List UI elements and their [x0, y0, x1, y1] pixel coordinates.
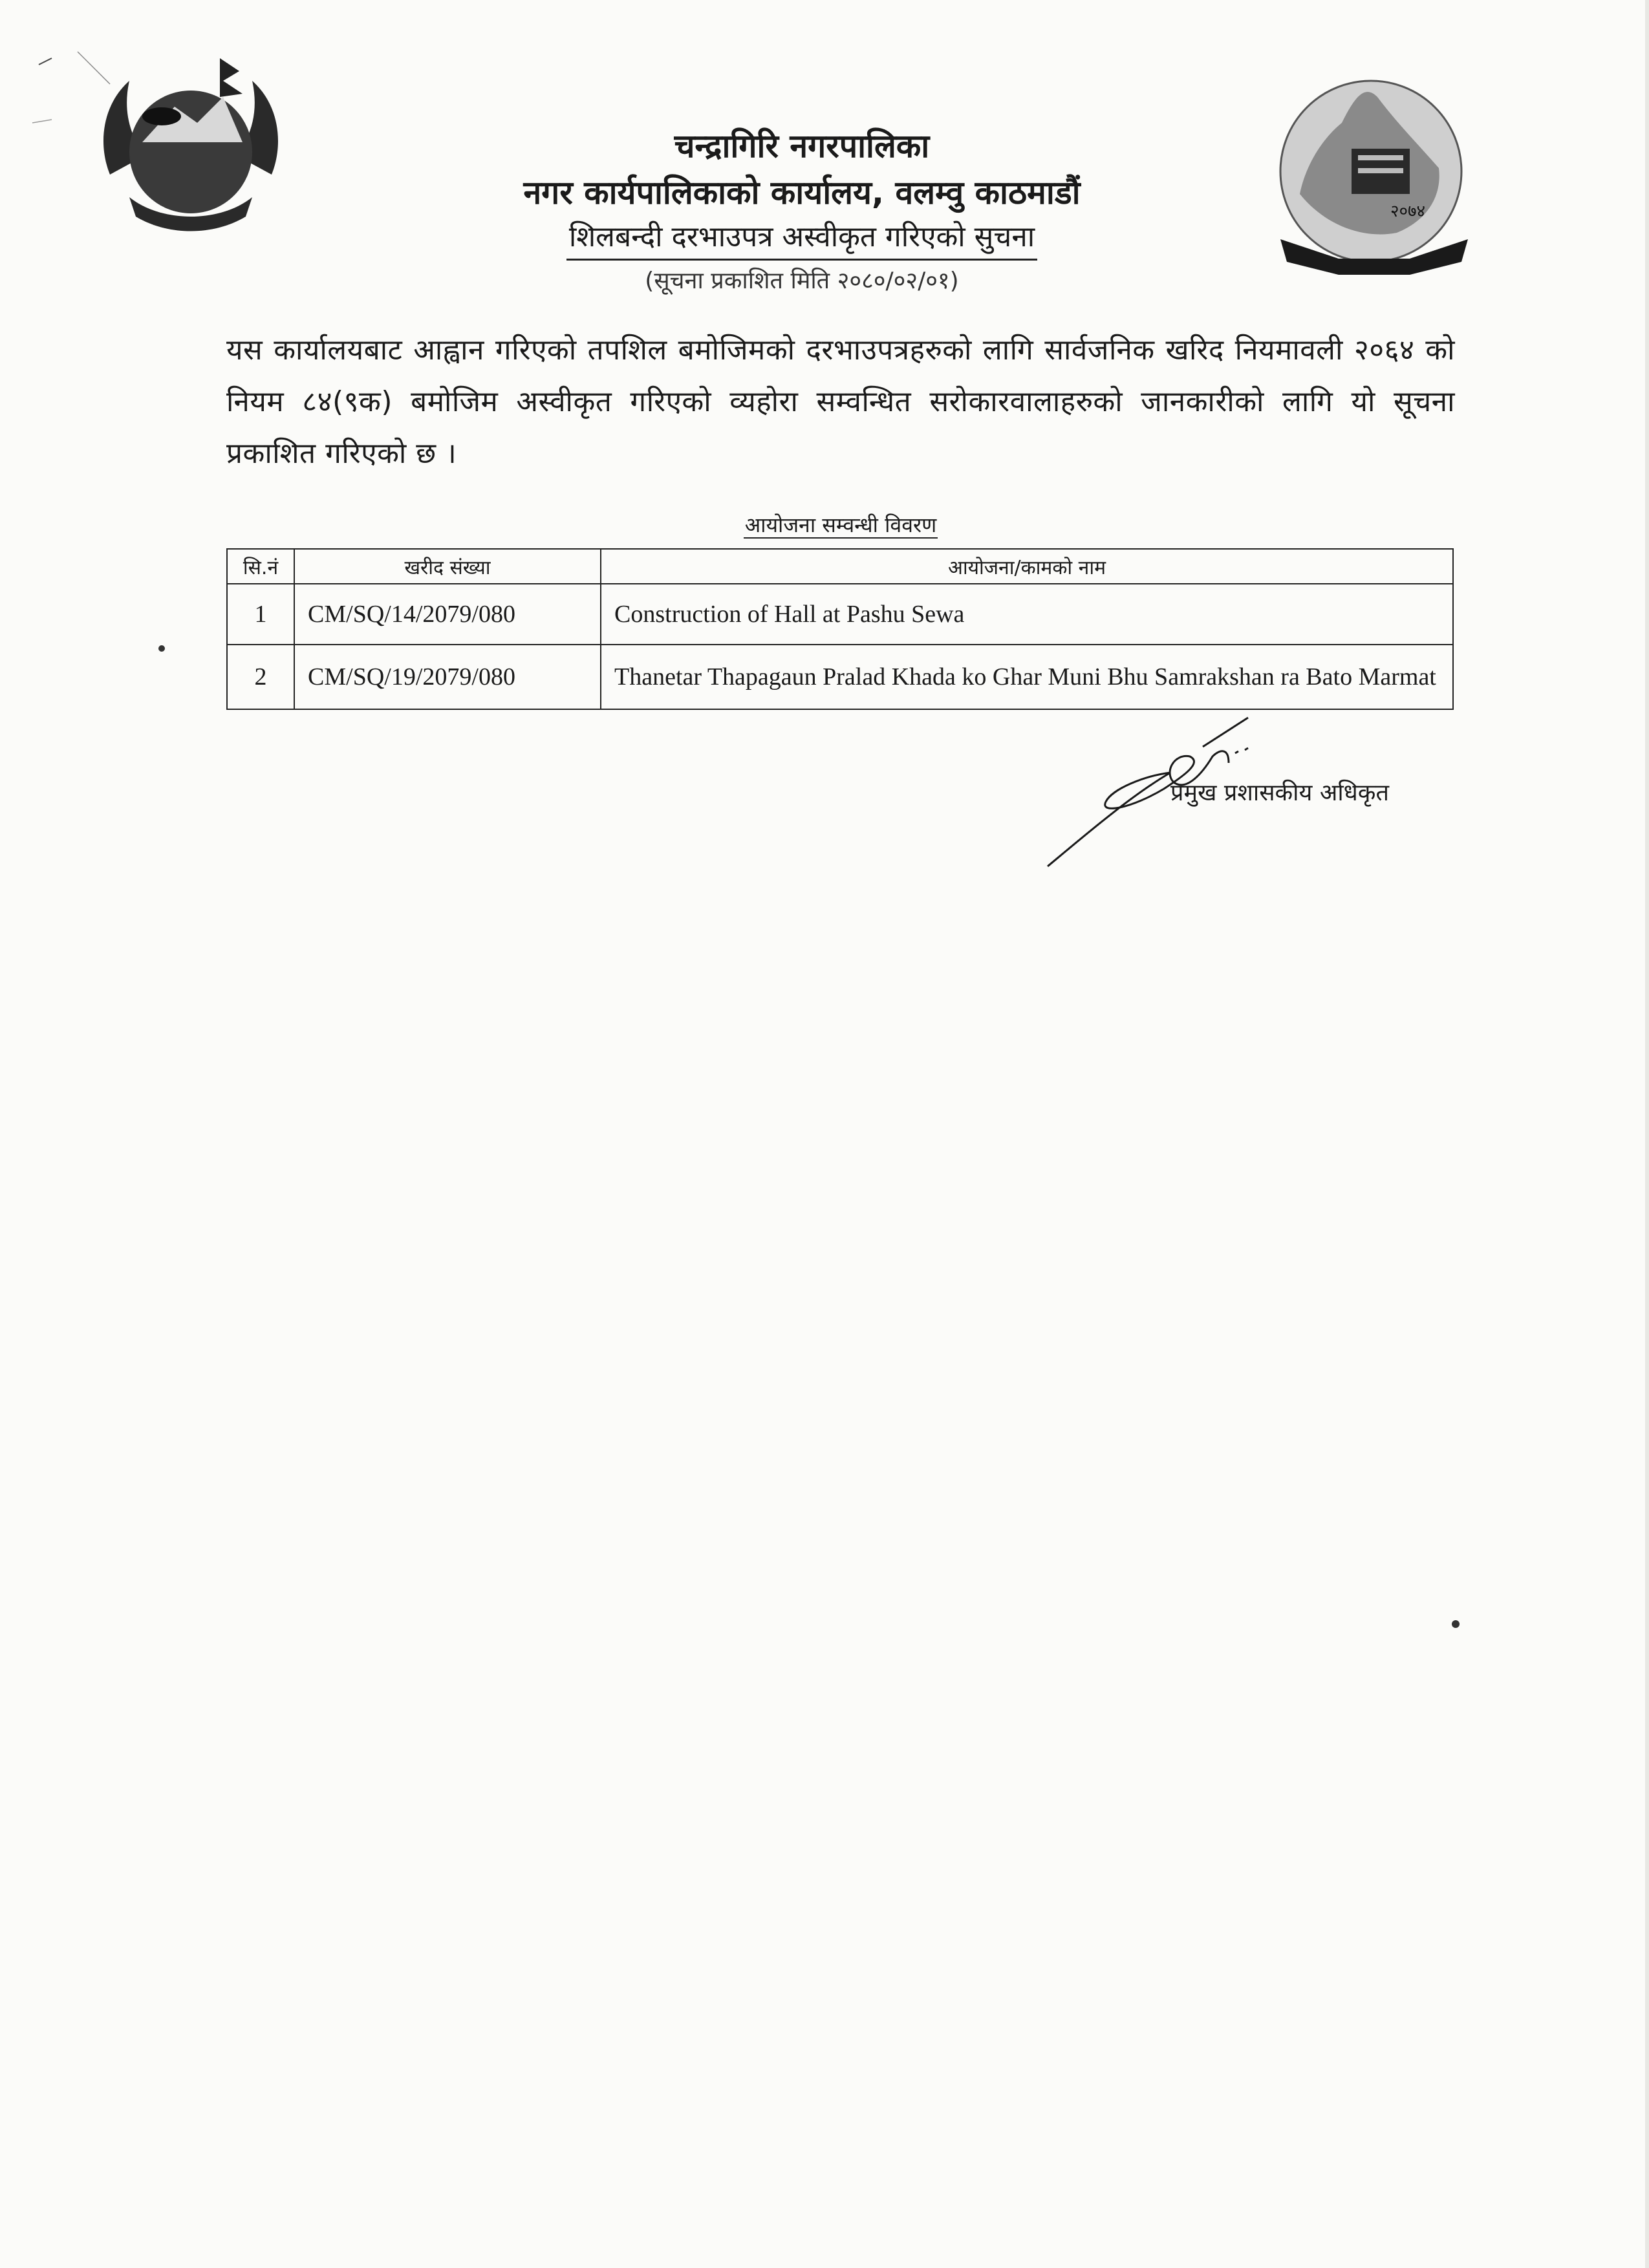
- signatory-title: प्रमुख प्रशासकीय अधिकृत: [1170, 780, 1389, 806]
- project-name-cell: Construction of Hall at Pashu Sewa: [601, 584, 1453, 645]
- svg-text:२०७४: २०७४: [1390, 202, 1426, 221]
- table-row: [227, 584, 1453, 645]
- table-caption-text: आयोजना सम्वन्धी विवरण: [744, 513, 937, 537]
- table-row: [227, 645, 1453, 709]
- project-details-table: [226, 548, 1454, 710]
- table-caption: [226, 511, 1455, 539]
- scan-speck: [158, 645, 165, 652]
- serial-cell: 2: [227, 645, 294, 709]
- procurement-number-cell: CM/SQ/14/2079/080: [294, 584, 601, 645]
- notice-title: शिलबन्दी दरभाउपत्र अस्वीकृत गरिएको सुचना: [566, 216, 1037, 261]
- column-header-serial: सि.नं: [227, 549, 294, 584]
- column-header-project-name: आयोजना/कामको नाम: [601, 549, 1453, 584]
- procurement-number-cell: CM/SQ/19/2079/080: [294, 645, 601, 709]
- nepal-emblem-icon: [84, 45, 297, 252]
- project-name-cell: Thanetar Thapagaun Pralad Khada ko Ghar Muni Bhu Samrakshan ra Bato Marmat: [601, 645, 1453, 709]
- scan-edge: [1645, 0, 1649, 2268]
- municipality-name: चन्द्रागिरि नगरपालिका: [674, 127, 930, 165]
- office-name: नगर कार्यपालिकाको कार्यालय, वलम्वु काठमाडौं: [523, 174, 1081, 211]
- document-header: [362, 123, 1242, 302]
- serial-cell: 1: [227, 584, 294, 645]
- notice-body-paragraph: यस कार्यालयबाट आह्वान गरिएको तपशिल बमोजिमको दरभाउपत्रहरुको लागि सार्वजनिक खरिद नियमावली २०६४ को नियम ८४(९क) बमोजिम अस्वीकृत गरिएको व्यहोरा सम्वन्धित सरोकारवालाहरुको जानकारीको लागि यो सूचना प्रकाशित गरिएको छ ।: [226, 334, 1455, 470]
- publication-date: (सूचना प्रकाशित मिति २०८०/०२/०१): [645, 268, 959, 294]
- table-header-row: [227, 549, 1453, 584]
- chandragiri-seal-icon: [1267, 71, 1481, 284]
- column-header-procurement-number: खरीद संख्या: [294, 549, 601, 584]
- scan-speck: [1452, 1620, 1460, 1628]
